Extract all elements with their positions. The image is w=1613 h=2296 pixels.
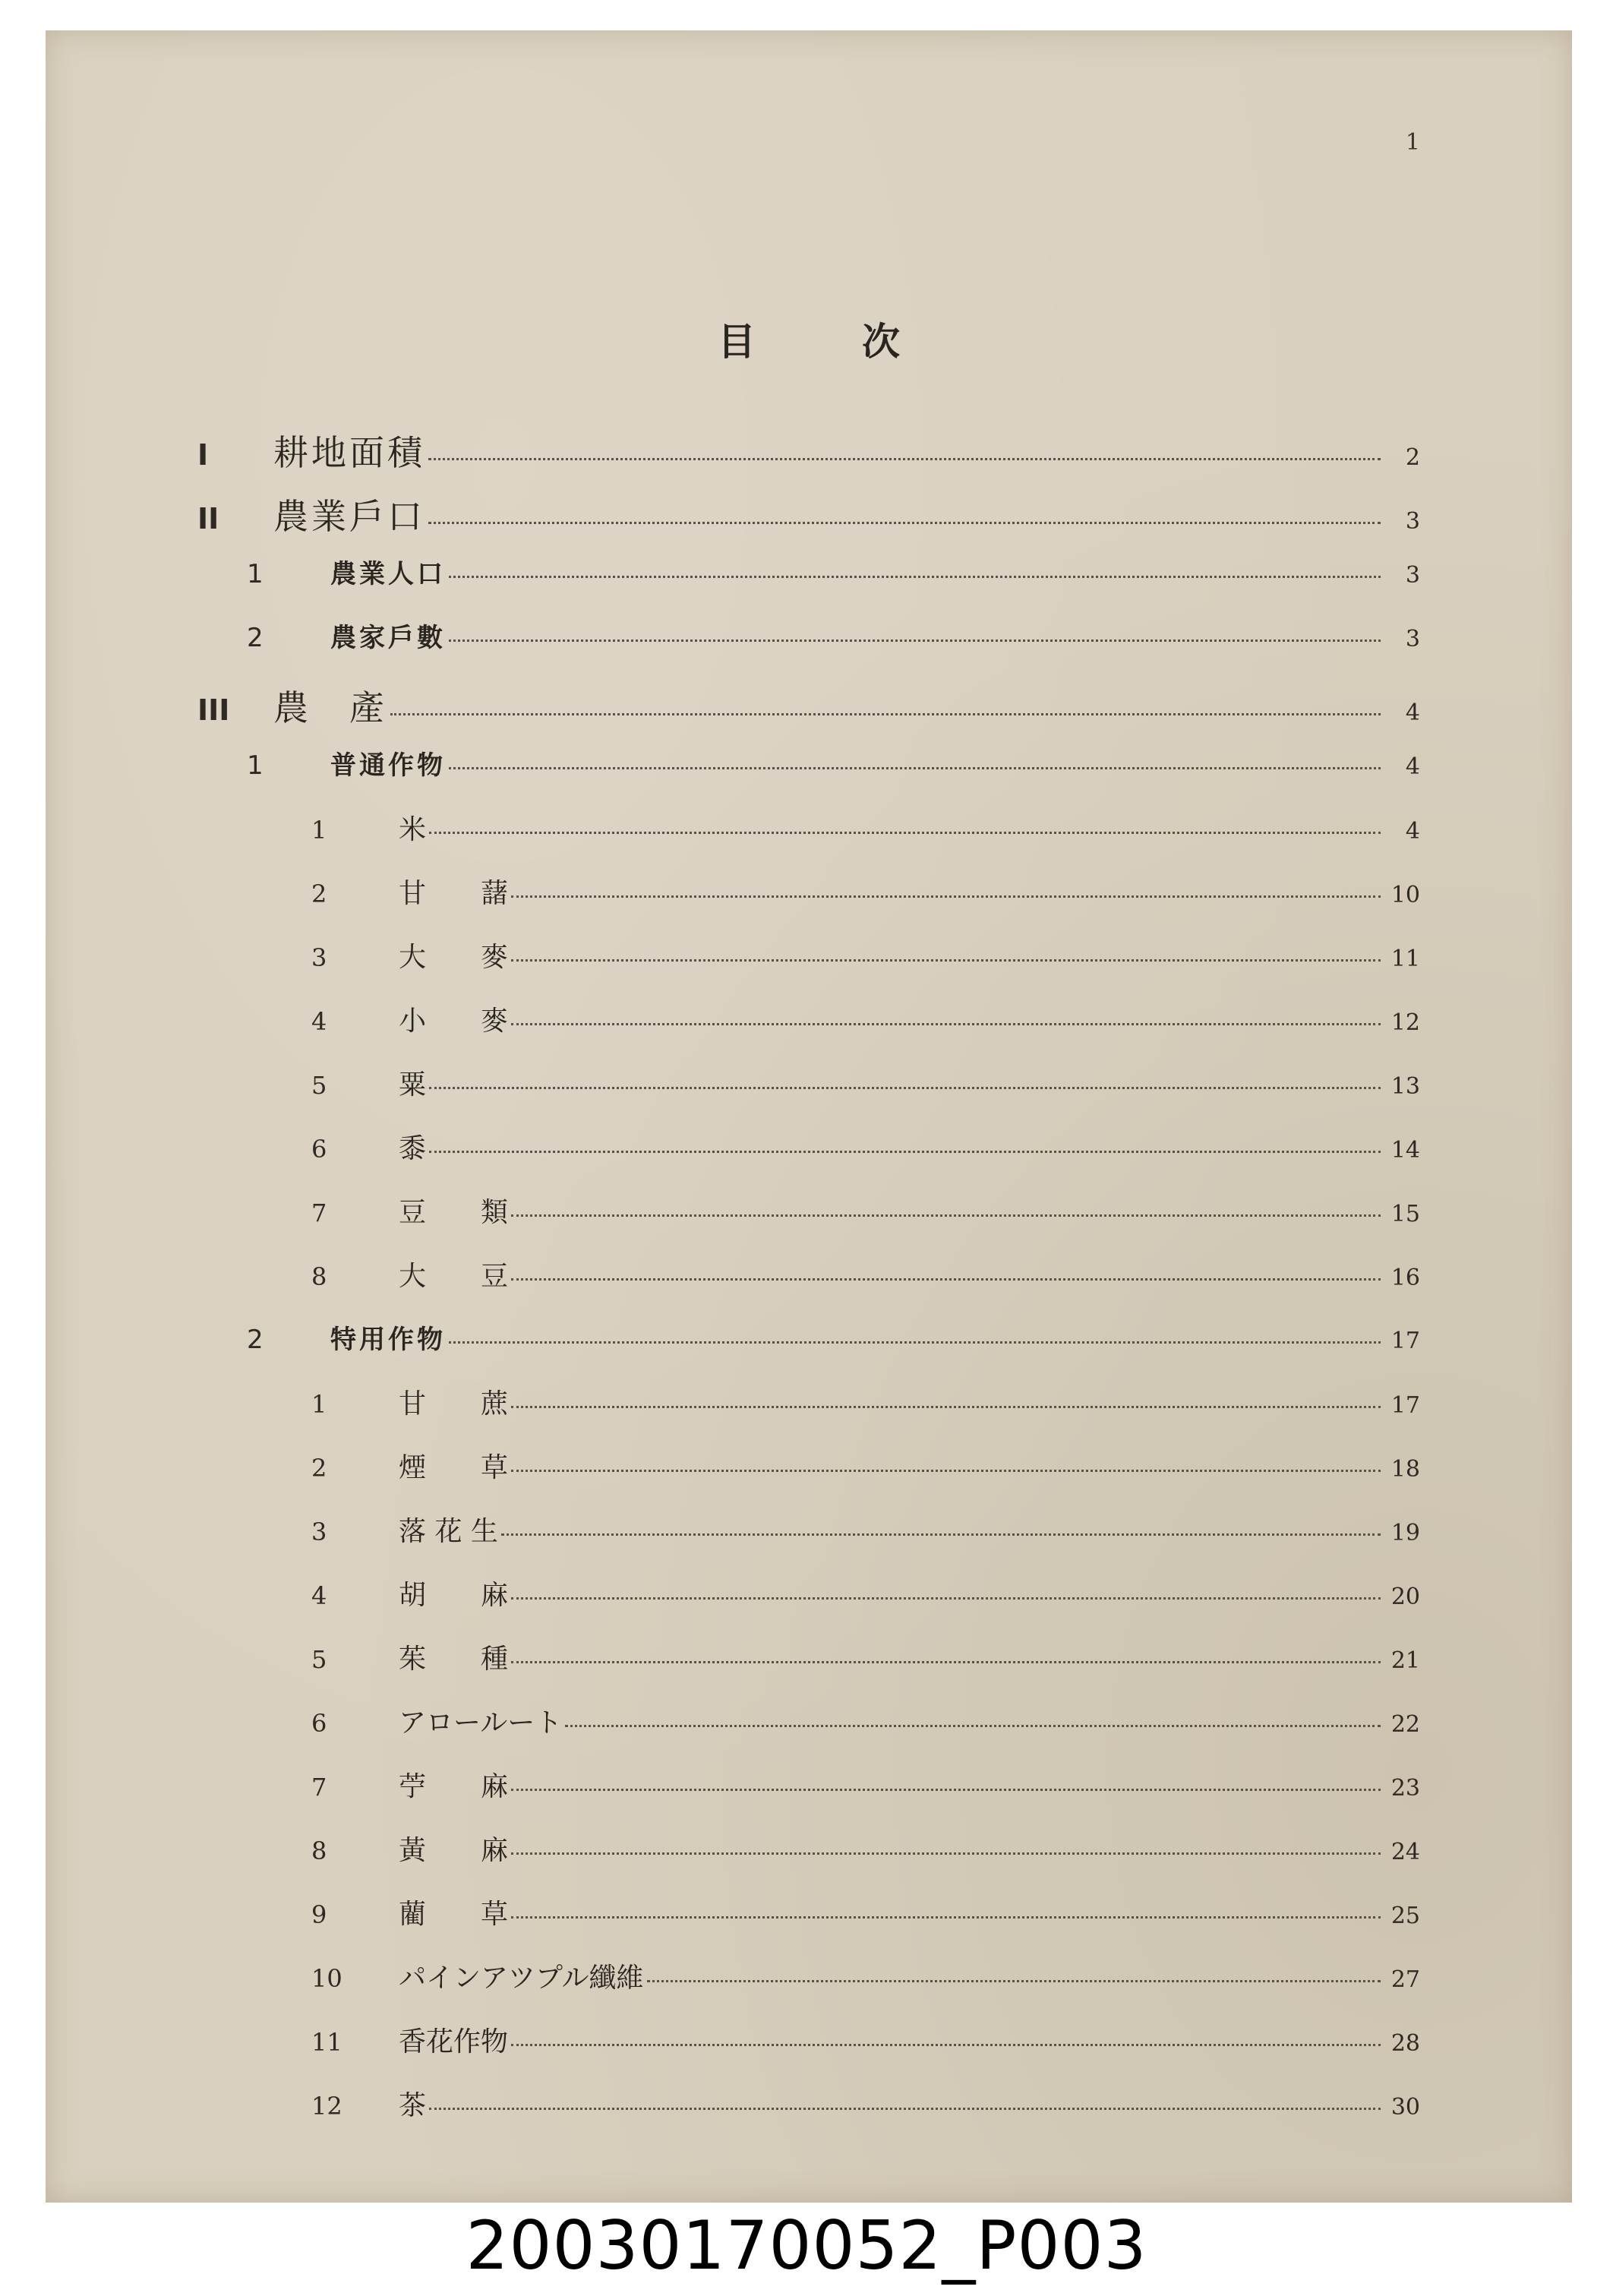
toc-entry-number: 2 — [311, 880, 327, 908]
toc-entry-page: 30 — [1390, 2094, 1420, 2121]
toc-entry-number: I — [197, 438, 209, 472]
toc-entry-page: 13 — [1390, 1073, 1420, 1100]
toc-entry-title: 藺 草 — [399, 1899, 509, 1930]
toc-entry-number: 1 — [247, 559, 264, 589]
toc-entry-number: 8 — [311, 1262, 327, 1291]
dot-leader — [449, 767, 1381, 769]
toc-entry-title: 耕地面積 — [273, 432, 425, 473]
toc-entry-page: 12 — [1390, 1009, 1420, 1036]
toc-entry-page: 10 — [1390, 882, 1420, 908]
toc-entry-number: 2 — [247, 1325, 264, 1355]
toc-entry-title: 農 產 — [273, 687, 387, 728]
toc-entry — [311, 1893, 1420, 1931]
toc-entry-page: 3 — [1405, 626, 1420, 652]
toc-entry-title: 黍 — [399, 1133, 427, 1164]
toc-entry-title: 米 — [399, 814, 427, 845]
toc-entry — [197, 681, 1420, 731]
toc-entry-title: 胡 麻 — [399, 1580, 509, 1611]
toc-entry — [311, 1000, 1420, 1038]
toc-entry — [247, 1319, 1420, 1356]
toc-entry-title: アロールート — [399, 1707, 563, 1739]
dot-leader — [511, 895, 1381, 898]
toc-entry-title: 豆 類 — [399, 1197, 509, 1228]
toc-entry-number: 9 — [311, 1900, 327, 1929]
toc-entry-number: 8 — [311, 1836, 327, 1865]
toc-entry-page: 19 — [1390, 1520, 1420, 1546]
dot-leader — [511, 1278, 1381, 1281]
toc-entry-number: 1 — [247, 750, 264, 781]
title-char: 次 — [862, 320, 900, 364]
toc-entry — [311, 1255, 1420, 1293]
dot-leader — [390, 713, 1381, 715]
toc-entry — [311, 2020, 1420, 2059]
dot-leader — [511, 1406, 1381, 1408]
title-char: 目 — [718, 320, 756, 364]
toc-entry-title: 大 豆 — [399, 1261, 509, 1292]
toc-entry-title: 香花作物 — [399, 2026, 509, 2058]
dot-leader — [429, 2108, 1381, 2110]
toc-entry — [311, 1510, 1420, 1549]
toc-entry-page: 24 — [1390, 1839, 1420, 1865]
toc-entry — [197, 425, 1420, 475]
toc-entry — [197, 489, 1420, 539]
toc-entry-number: 3 — [311, 1518, 327, 1546]
toc-entry — [311, 1127, 1420, 1166]
toc-entry-title: 黃 麻 — [399, 1835, 509, 1866]
dot-leader — [449, 640, 1381, 642]
toc-entry-page: 17 — [1390, 1328, 1420, 1354]
toc-entry-page: 14 — [1390, 1137, 1420, 1164]
toc-entry — [311, 872, 1420, 911]
toc-entry — [311, 1701, 1420, 1740]
dot-leader — [511, 1661, 1381, 1663]
toc-entry — [311, 1063, 1420, 1102]
toc-entry-number: 7 — [311, 1773, 327, 1802]
toc-entry-number: 1 — [311, 1390, 327, 1419]
toc-entry-page: 15 — [1390, 1201, 1420, 1227]
toc-entry-title: 粟 — [399, 1069, 427, 1101]
toc-entry — [247, 744, 1420, 782]
toc-entry-title: 茱 種 — [399, 1644, 509, 1675]
toc-entry-title: 甘 蔗 — [399, 1388, 509, 1420]
dot-leader — [428, 522, 1381, 524]
toc-entry — [247, 553, 1420, 590]
toc-entry — [247, 617, 1420, 654]
toc-entry-page: 28 — [1390, 2030, 1420, 2057]
page-number: 1 — [1405, 129, 1420, 156]
toc-entry-title: 農業戶口 — [273, 496, 425, 537]
toc-entry-page: 23 — [1390, 1775, 1420, 1802]
toc-entry — [311, 936, 1420, 974]
toc-entry-title: パインアツプル纖維 — [399, 1963, 644, 1994]
toc-entry — [311, 1956, 1420, 1995]
toc-entry-number: 12 — [311, 2092, 342, 2121]
dot-leader — [511, 2044, 1381, 2046]
toc-entry-page: 4 — [1405, 753, 1420, 780]
toc-entry-number: 2 — [247, 623, 264, 653]
toc-entry-page: 25 — [1390, 1903, 1420, 1929]
toc-entry — [311, 1382, 1420, 1421]
toc-entry-title: 落 花 生 — [399, 1516, 498, 1547]
image-id-caption: 20030170052_P003 — [466, 2206, 1147, 2285]
dot-leader — [511, 1214, 1381, 1217]
toc-entry-page: 4 — [1405, 700, 1420, 726]
dot-leader — [565, 1725, 1381, 1727]
dot-leader — [449, 576, 1381, 578]
toc-entry-page: 27 — [1390, 1966, 1420, 1993]
toc-entry-number: 5 — [311, 1645, 327, 1674]
toc-entry-title: 特用作物 — [330, 1325, 446, 1355]
toc-entry-number: II — [197, 502, 219, 535]
toc-entry-number: 7 — [311, 1199, 327, 1227]
dot-leader — [511, 1916, 1381, 1919]
page-title — [46, 311, 1572, 366]
toc-entry-number: 1 — [311, 816, 327, 845]
toc-entry-page: 21 — [1390, 1647, 1420, 1674]
toc-entry — [311, 1446, 1420, 1485]
toc-entry-number: 10 — [311, 1964, 342, 1993]
toc-entry — [311, 1765, 1420, 1804]
toc-entry-page: 22 — [1390, 1711, 1420, 1738]
toc-entry-title: 小 麥 — [399, 1006, 509, 1037]
dot-leader — [511, 959, 1381, 962]
toc-entry-title: 甘 藷 — [399, 878, 509, 909]
dot-leader — [428, 458, 1381, 460]
toc-entry-number: 2 — [311, 1454, 327, 1483]
toc-entry-page: 3 — [1405, 562, 1420, 589]
toc-entry-title: 普通作物 — [330, 750, 446, 781]
toc-entry-title: 大 麥 — [399, 942, 509, 973]
dot-leader — [511, 1470, 1381, 1472]
toc-entry-number: 11 — [311, 2028, 342, 2057]
dot-leader — [429, 1087, 1381, 1089]
toc-entry — [311, 2084, 1420, 2123]
dot-leader — [511, 1789, 1381, 1791]
toc-entry-number: 6 — [311, 1135, 327, 1164]
scanned-page — [46, 30, 1572, 2203]
toc-entry-title: 茶 — [399, 2090, 427, 2121]
dot-leader — [511, 1852, 1381, 1855]
dot-leader — [449, 1341, 1381, 1344]
toc-entry-page: 4 — [1405, 818, 1420, 845]
toc-entry-number: 3 — [311, 943, 327, 972]
toc-entry-number: 4 — [311, 1007, 327, 1036]
toc-entry-title: 苧 麻 — [399, 1771, 509, 1802]
toc-entry-title: 煙 草 — [399, 1452, 509, 1483]
toc-entry-number: 5 — [311, 1071, 327, 1100]
toc-entry-page: 11 — [1390, 946, 1420, 972]
dot-leader — [511, 1597, 1381, 1600]
toc-entry-page: 18 — [1390, 1456, 1420, 1483]
dot-leader — [647, 1980, 1381, 1982]
dot-leader — [429, 832, 1381, 834]
toc-entry — [311, 808, 1420, 847]
toc-entry — [311, 1829, 1420, 1868]
dot-leader — [501, 1533, 1381, 1536]
toc-entry-page: 17 — [1390, 1392, 1420, 1419]
dot-leader — [511, 1023, 1381, 1025]
toc-entry-page: 16 — [1390, 1265, 1420, 1291]
toc-entry — [311, 1638, 1420, 1676]
toc-entry — [311, 1191, 1420, 1230]
dot-leader — [429, 1151, 1381, 1153]
toc-entry — [311, 1574, 1420, 1612]
toc-entry-page: 20 — [1390, 1584, 1420, 1610]
toc-entry-page: 2 — [1405, 444, 1420, 471]
toc-entry-page: 3 — [1405, 508, 1420, 535]
toc-entry-title: 農家戶數 — [330, 623, 446, 653]
toc-entry-number: III — [197, 693, 230, 727]
toc-entry-title: 農業人口 — [330, 559, 446, 589]
toc-entry-number: 4 — [311, 1581, 327, 1610]
toc-entry-number: 6 — [311, 1709, 327, 1738]
